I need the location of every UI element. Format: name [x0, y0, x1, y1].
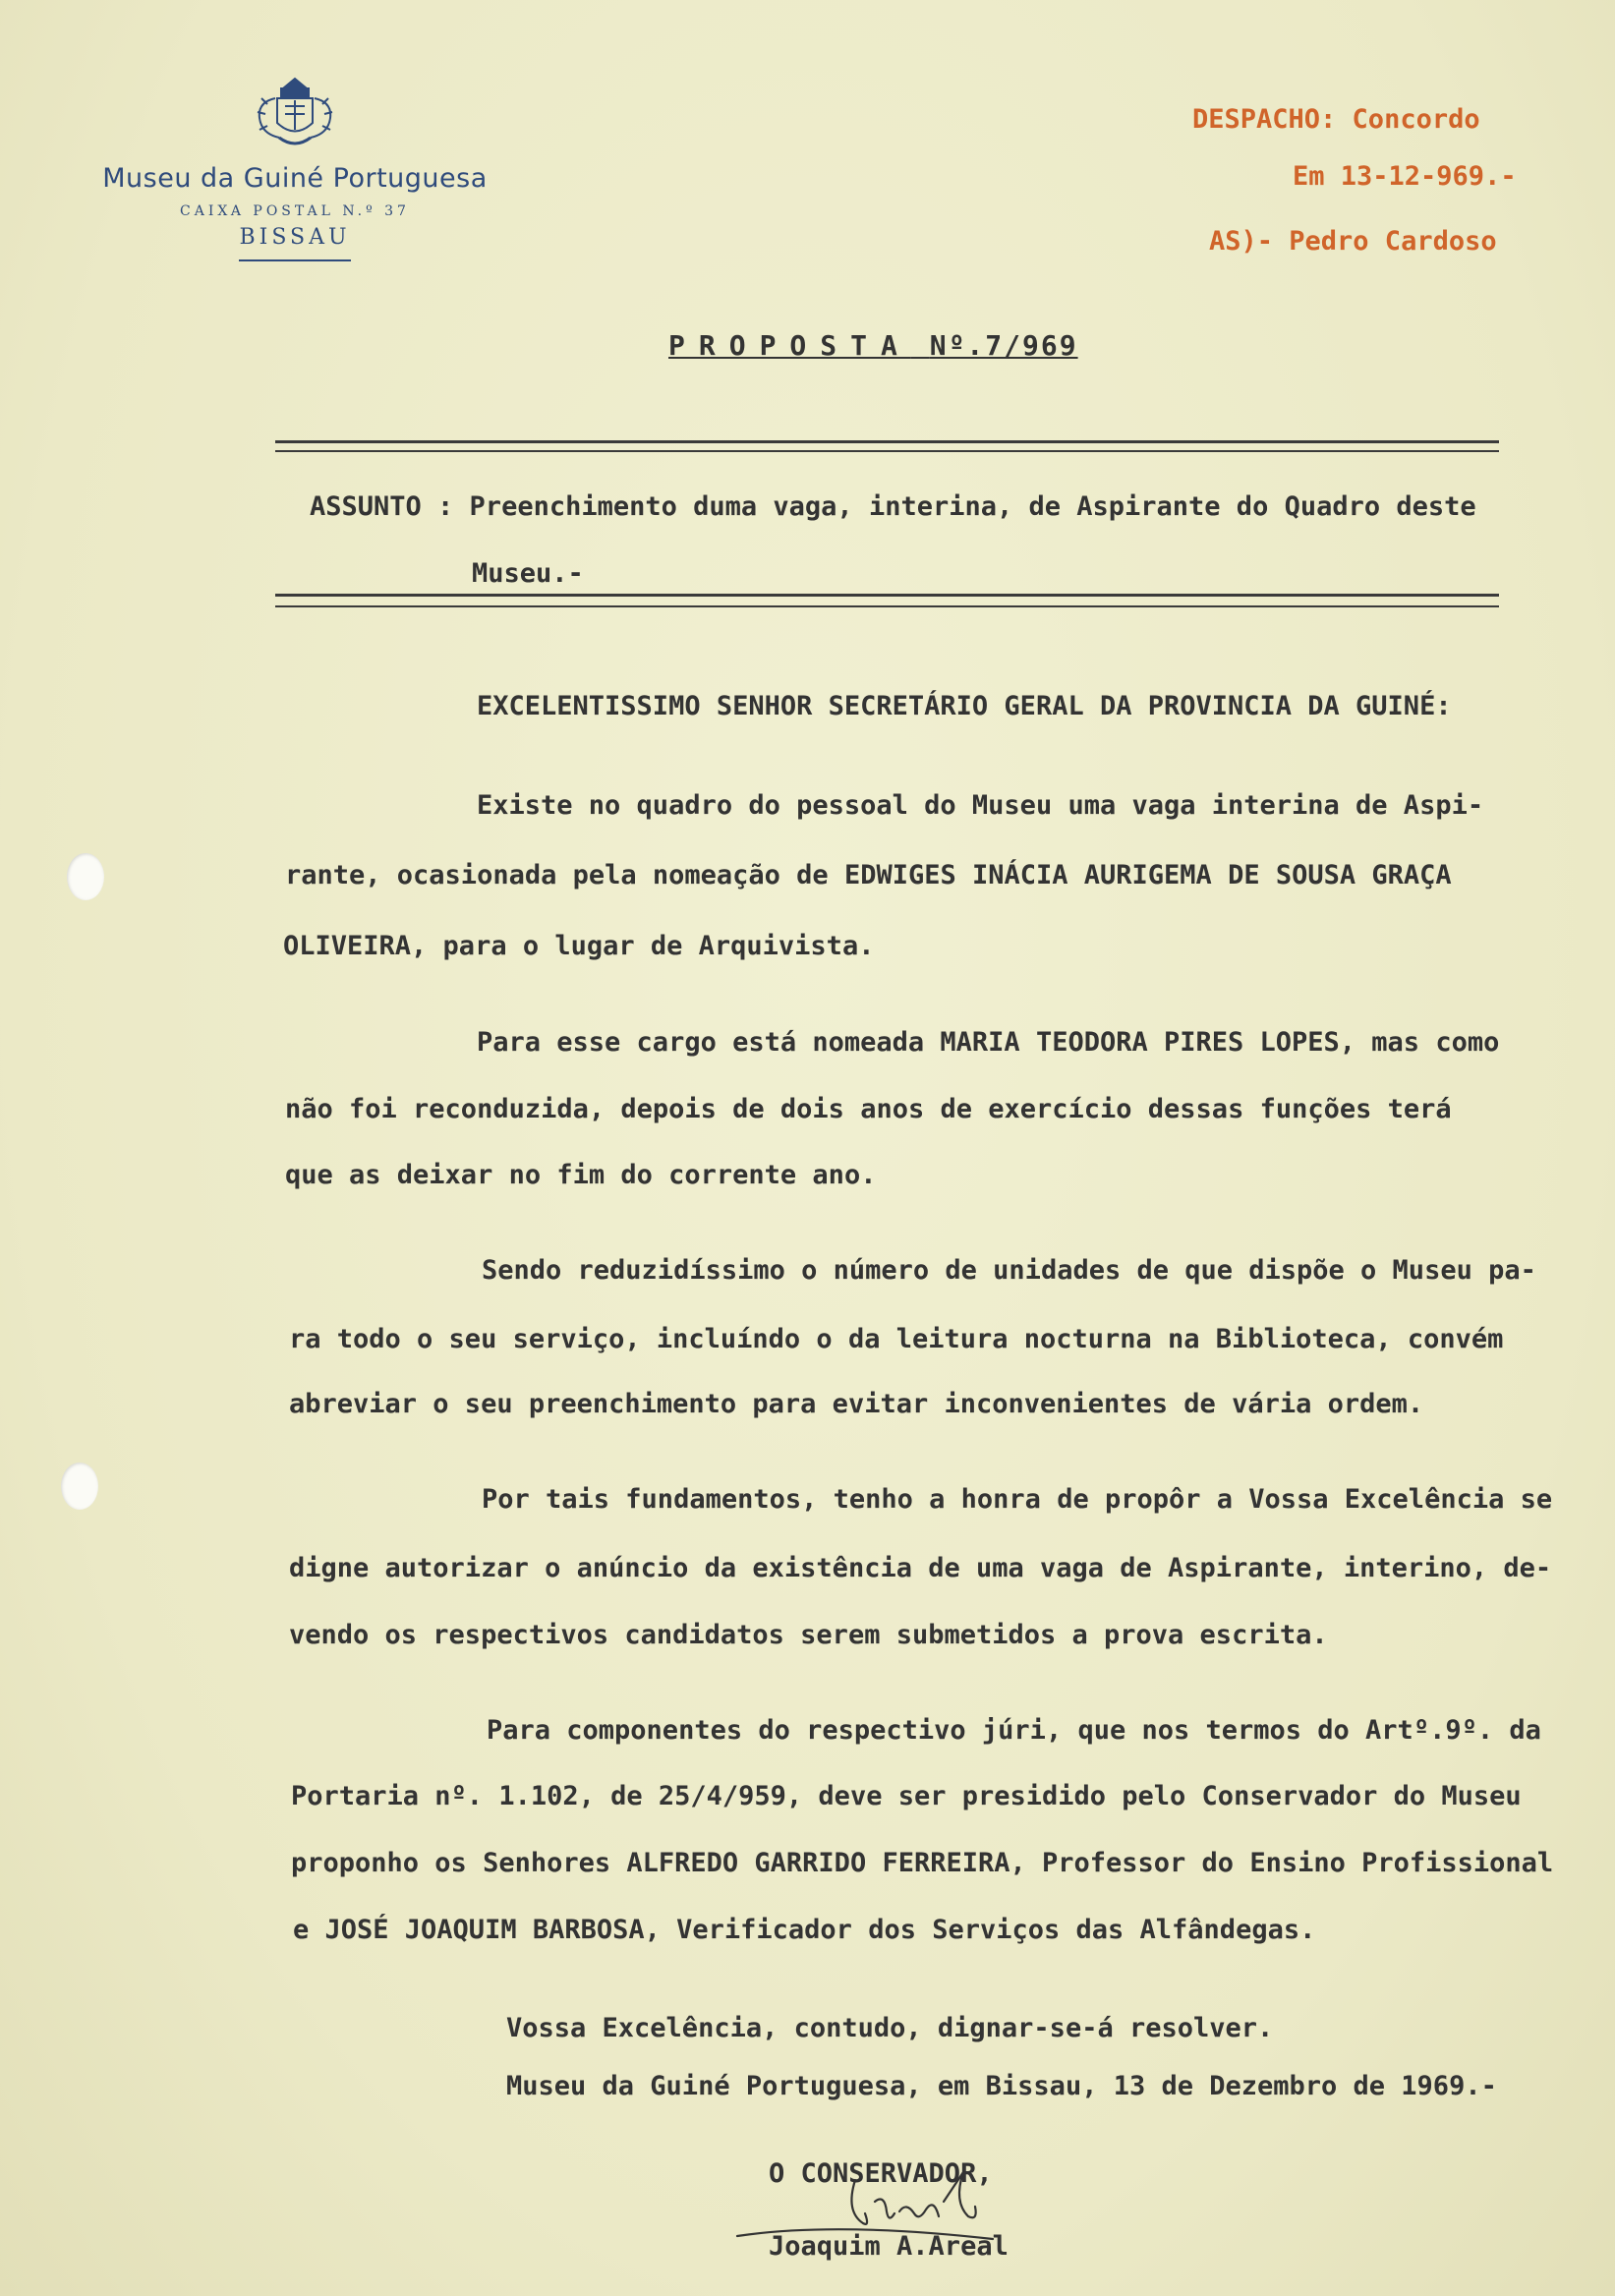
body-line: Por tais fundamentos, tenho a honra de propôr a Vossa Excelência se	[482, 1484, 1553, 1515]
body-line: ra todo o seu serviço, incluíndo o da leitura nocturna na Biblioteca, convém	[289, 1324, 1504, 1354]
despacho-date: Em 13-12-969.-	[1293, 161, 1517, 192]
closing-date-line: Museu da Guiné Portuguesa, em Bissau, 13 de Dezembro de 1969.-	[506, 2071, 1497, 2101]
body-line: rante, ocasionada pela nomeação de EDWIGES INÁCIA AURIGEMA DE SOUSA GRAÇA	[285, 860, 1452, 890]
despacho-signature: AS)- Pedro Cardoso	[1209, 226, 1497, 257]
subject-line: Museu.-	[472, 558, 584, 589]
closing-line: Vossa Excelência, contudo, dignar-se-á resolver.	[506, 2013, 1274, 2043]
body-line: que as deixar no fim do corrente ano.	[285, 1160, 877, 1190]
postal-box: CAIXA POSTAL N.º 37	[180, 203, 410, 219]
divider-line	[275, 450, 1499, 452]
body-line: Para componentes do respectivo júri, que nos termos do Artº.9º. da	[487, 1715, 1541, 1746]
body-line: abreviar o seu preenchimento para evitar inconvenientes de vária ordem.	[289, 1389, 1424, 1419]
body-line: Existe no quadro do pessoal do Museu uma vaga interina de Aspi-	[477, 790, 1484, 821]
title-word: PROPOSTA	[668, 329, 911, 362]
coat-of-arms-icon	[246, 69, 344, 157]
city-name: BISSAU	[239, 225, 350, 261]
body-line: vendo os respectivos candidatos serem submetidos a prova escrita.	[289, 1620, 1328, 1650]
document-title	[668, 329, 1078, 362]
signoff-title: O CONSERVADOR,	[769, 2158, 993, 2189]
body-line: Sendo reduzidíssimo o número de unidades de que dispõe o Museu pa-	[482, 1255, 1536, 1286]
punch-hole	[67, 853, 104, 900]
body-line: e JOSÉ JOAQUIM BARBOSA, Verificador dos Serviços das Alfândegas.	[293, 1915, 1316, 1945]
salutation: EXCELENTISSIMO SENHOR SECRETÁRIO GERAL DA PROVINCIA DA GUINÉ:	[477, 691, 1452, 721]
body-line: Portaria nº. 1.102, de 25/4/959, deve ser presidido pelo Conservador do Museu	[291, 1781, 1522, 1811]
despacho-line: DESPACHO: Concordo	[1192, 104, 1480, 135]
body-line: não foi reconduzida, depois de dois anos de exercício dessas funções terá	[285, 1094, 1452, 1124]
punch-hole	[61, 1463, 98, 1510]
title-number: Nº.7/969	[929, 329, 1078, 362]
body-line: Para esse cargo está nomeada MARIA TEODORA PIRES LOPES, mas como	[477, 1027, 1500, 1058]
divider-line	[275, 594, 1499, 597]
body-line: digne autorizar o anúncio da existência de uma vaga de Aspirante, interino, de-	[289, 1553, 1552, 1583]
divider-line	[275, 605, 1499, 607]
subject-line: ASSUNTO : Preenchimento duma vaga, interina, de Aspirante do Quadro deste	[310, 491, 1476, 522]
body-line: proponho os Senhores ALFREDO GARRIDO FERREIRA, Professor do Ensino Profissional	[291, 1848, 1554, 1878]
letterhead	[79, 69, 511, 261]
signoff-name: Joaquim A.Areal	[769, 2231, 1009, 2262]
divider-line	[275, 440, 1499, 443]
museum-name: Museu da Guiné Portuguesa	[102, 163, 488, 194]
body-line: OLIVEIRA, para o lugar de Arquivista.	[283, 931, 875, 961]
